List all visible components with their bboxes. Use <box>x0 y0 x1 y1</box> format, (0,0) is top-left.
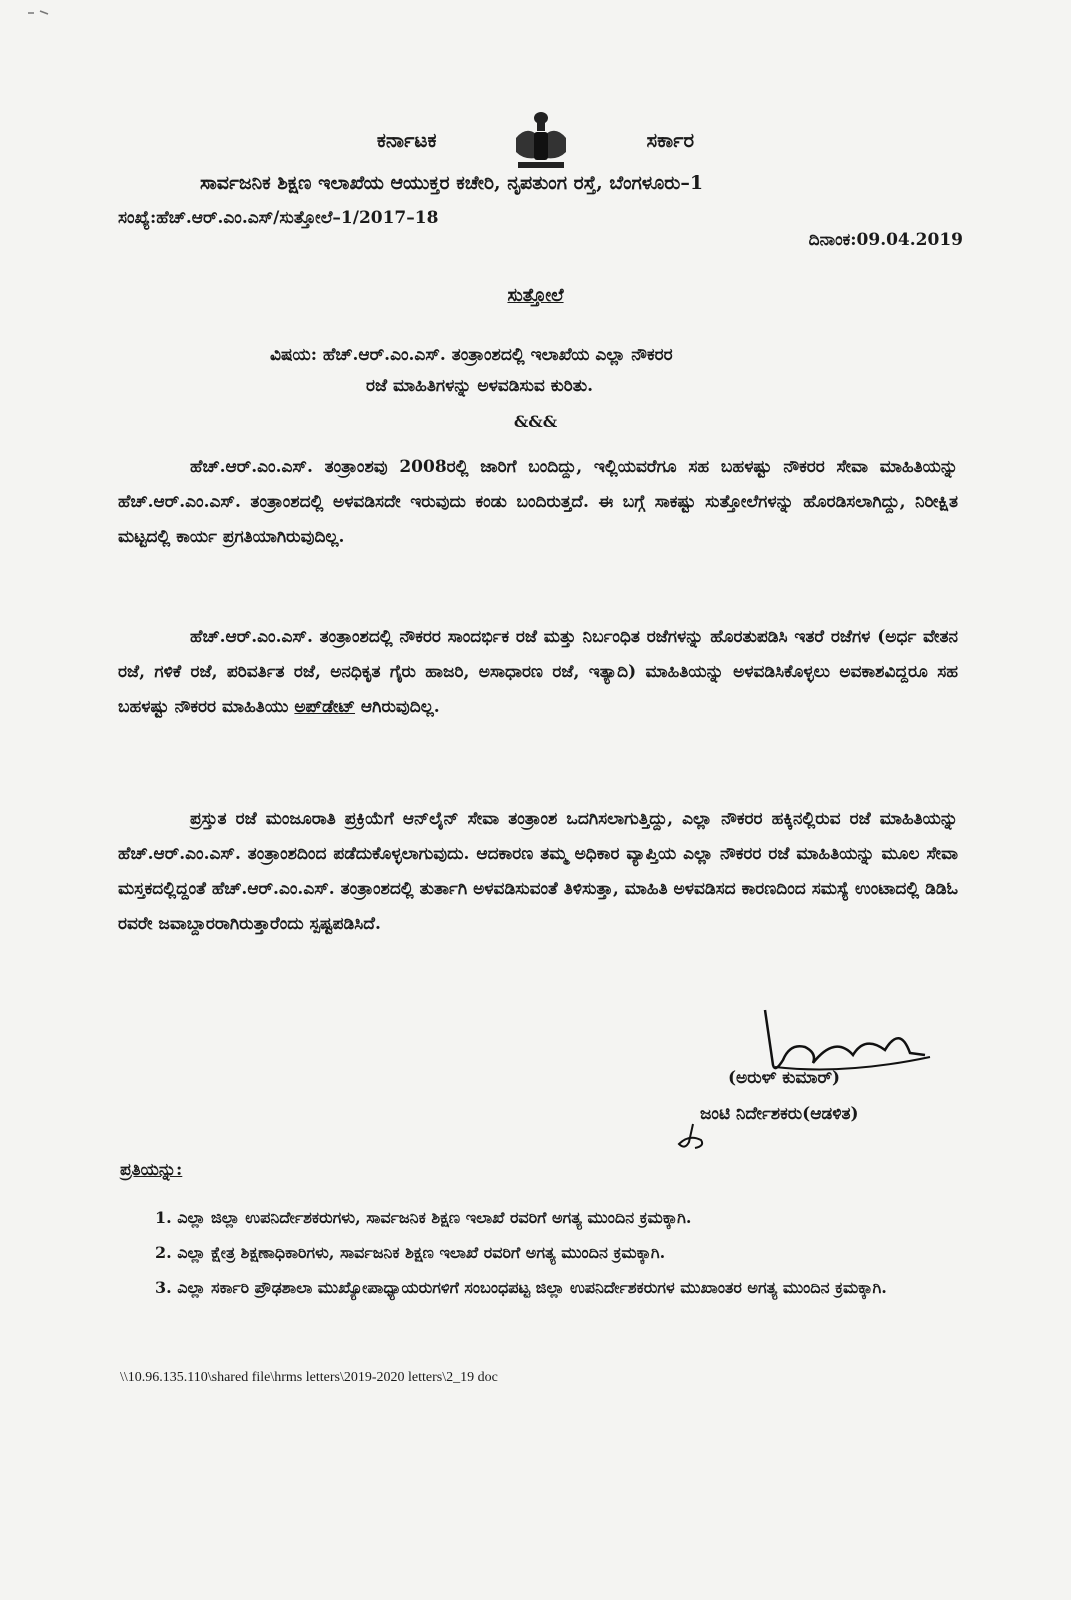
paragraph-2-end: ಆಗಿರುವುದಿಲ್ಲ. <box>355 697 440 717</box>
circular-heading: ಸುತ್ತೋಲೆ <box>507 285 564 306</box>
government-header <box>0 108 1071 172</box>
separator-mark: &&& <box>513 412 558 431</box>
paragraph-2 <box>118 620 958 725</box>
paragraph-2-underlined: ಅಪ್‌ಡೇಟ್ <box>294 697 356 717</box>
paragraph-3: ಪ್ರಸ್ತುತ ರಜೆ ಮಂಜೂರಾತಿ ಪ್ರಕ್ರಿಯೆಗೆ ಆನ್‌ಲೈನ್ ಸೇವಾ ತಂತ್ರಾಂಶ ಒದಗಿಸಲಾಗುತ್ತಿದ್ದು, ಎಲ್ಲಾ ನೌಕರರ ಹಕ್ಕಿನಲ್ಲಿರುವ ರಜೆ ಮಾಹಿತಿಯನ್ನು ಹೆಚ್.ಆರ್.ಎಂ.ಎಸ್. ತಂತ್ರಾಂಶದಿಂದ ಪಡೆದುಕೊಳ್ಳಲಾಗುವುದು. ಆದಕಾರಣ ತಮ್ಮ ಅಧಿಕಾರ ವ್ಯಾಪ್ತಿಯ ಎಲ್ಲಾ ನೌಕರರ ರಜೆ ಮಾಹಿತಿಯನ್ನು ಮೂಲ ಸೇವಾ ಮಸ್ತಕದಲ್ಲಿದ್ದಂತೆ ಹೆಚ್.ಆರ್.ಎಂ.ಎಸ್. ತಂತ್ರಾಂಶದಲ್ಲಿ ತುರ್ತಾಗಿ ಅಳವಡಿಸುವಂತೆ ತಿಳಿಸುತ್ತಾ, ಮಾಹಿತಿ ಅಳವಡಿಸದ ಕಾರಣದಿಂದ ಸಮಸ್ಯೆ ಉಂಟಾದಲ್ಲಿ ಡಿಡಿಓ ರವರೇ ಜವಾಬ್ದಾರರಾಗಿರುತ್ತಾರೆಂದು ಸ್ಪಷ್ಟಪಡಿಸಿದೆ. <box>118 809 958 934</box>
subject-line-2: ರಜೆ ಮಾಹಿತಿಗಳನ್ನು ಅಳವಡಿಸುವ ಕುರಿತು. <box>366 376 594 396</box>
state-name-right: ಸರ್ಕಾರ <box>646 128 695 152</box>
copy-to-item: 2. ಎಲ್ಲಾ ಕ್ಷೇತ್ರ ಶಿಕ್ಷಣಾಧಿಕಾರಿಗಳು, ಸಾರ್ವಜನಿಕ ಶಿಕ್ಷಣ ಇಲಾಖೆ ರವರಿಗೆ ಅಗತ್ಯ ಮುಂದಿನ ಕ್ರಮಕ್ಕಾಗಿ. <box>155 1243 666 1262</box>
subject-block <box>270 340 890 402</box>
signatory-name: (ಅರುಳ್ ಕುಮಾರ್) <box>728 1068 841 1088</box>
paragraph-1: ಹೆಚ್.ಆರ್.ಎಂ.ಎಸ್. ತಂತ್ರಾಂಶವು 2008ರಲ್ಲಿ ಜಾರಿಗೆ ಬಂದಿದ್ದು, ಇಲ್ಲಿಯವರೆಗೂ ಸಹ ಬಹಳಷ್ಟು ನೌಕರರ ಸೇವಾ ಮಾಹಿತಿಯನ್ನು ಹೆಚ್.ಆರ್.ಎಂ.ಎಸ್. ತಂತ್ರಾಂಶದಲ್ಲಿ ಅಳವಡಿಸದೇ ಇರುವುದು ಕಂಡು ಬಂದಿರುತ್ತದೆ. ಈ ಬಗ್ಗೆ ಸಾಕಷ್ಟು ಸುತ್ತೋಲೆಗಳನ್ನು ಹೊರಡಿಸಲಾಗಿದ್ದು, ನಿರೀಕ್ಷಿತ ಮಟ್ಟದಲ್ಲಿ ಕಾರ್ಯ ಪ್ರಗತಿಯಾಗಿರುವುದಿಲ್ಲ. <box>118 457 958 547</box>
office-address: ಸಾರ್ವಜನಿಕ ಶಿಕ್ಷಣ ಇಲಾಖೆಯ ಆಯುಕ್ತರ ಕಚೇರಿ, ನೃಪತುಂಗ ರಸ್ತೆ, ಬೆಂಗಳೂರು–1 <box>200 172 704 194</box>
copy-to-item: 3. ಎಲ್ಲಾ ಸರ್ಕಾರಿ ಪ್ರೌಢಶಾಲಾ ಮುಖ್ಯೋಪಾಧ್ಯಾಯರುಗಳಿಗೆ ಸಂಬಂಧಪಟ್ಟ ಜಿಲ್ಲಾ ಉಪನಿರ್ದೇಶಕರುಗಳ ಮುಖಾಂತರ ಅಗತ್ಯ ಮುಂದಿನ ಕ್ರಮಕ್ಕಾಗಿ. <box>155 1278 887 1297</box>
reference-number: ಸಂಖ್ಯೆ:ಹೆಚ್.ಆರ್.ಎಂ.ಎಸ್/ಸುತ್ತೋಲೆ–1/2017–18 <box>118 208 439 228</box>
subject-line-1: ವಿಷಯ: ಹೆಚ್.ಆರ್.ಎಂ.ಎಸ್. ತಂತ್ರಾಂಶದಲ್ಲಿ ಇಲಾಖೆಯ ಎಲ್ಲಾ ನೌಕರರ <box>270 345 673 365</box>
state-name-left: ಕರ್ನಾಟಕ <box>376 128 437 152</box>
signatory-designation: ಜಂಟಿ ನಿರ್ದೇಶಕರು(ಆಡಳಿತ) <box>700 1104 859 1124</box>
copy-to-list <box>155 1200 955 1305</box>
file-path: \\10.96.135.110\shared file\hrms letters\2019-2020 letters\2_19 doc <box>120 1370 498 1385</box>
initials-icon <box>675 1122 711 1152</box>
scan-mark-icon <box>28 10 52 16</box>
circular-date: ದಿನಾಂಕ:09.04.2019 <box>808 230 963 250</box>
copy-to-item: 1. ಎಲ್ಲಾ ಜಿಲ್ಲಾ ಉಪನಿರ್ದೇಶಕರುಗಳು, ಸಾರ್ವಜನಿಕ ಶಿಕ್ಷಣ ಇಲಾಖೆ ರವರಿಗೆ ಅಗತ್ಯ ಮುಂದಿನ ಕ್ರಮಕ್ಕಾಗಿ. <box>155 1208 692 1227</box>
copy-to-label: ಪ್ರತಿಯನ್ನು: <box>120 1160 183 1180</box>
state-emblem-icon <box>506 108 576 172</box>
paragraph-2-text: ಹೆಚ್.ಆರ್.ಎಂ.ಎಸ್. ತಂತ್ರಾಂಶದಲ್ಲಿ ನೌಕರರ ಸಾಂದರ್ಭಿಕ ರಜೆ ಮತ್ತು ನಿರ್ಬಂಧಿತ ರಜೆಗಳನ್ನು ಹೊರತುಪಡಿಸಿ ಇತರೆ ರಜೆಗಳ (ಅರ್ಧ ವೇತನ ರಜೆ, ಗಳಿಕೆ ರಜೆ, ಪರಿವರ್ತಿತ ರಜೆ, ಅನಧಿಕೃತ ಗೈರು ಹಾಜರಿ, ಅಸಾಧಾರಣ ರಜೆ, ಇತ್ಯಾದಿ) ಮಾಹಿತಿಯನ್ನು ಅಳವಡಿಸಿಕೊಳ್ಳಲು ಅವಕಾಶವಿದ್ದರೂ ಸಹ ಬಹಳಷ್ಟು ನೌಕರರ ಮಾಹಿತಿಯು <box>118 627 958 717</box>
